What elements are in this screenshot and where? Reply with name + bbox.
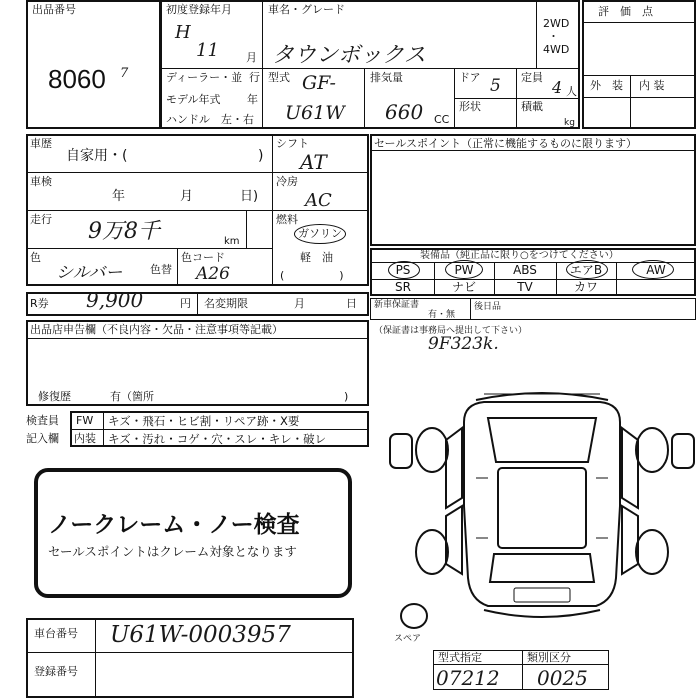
drive-4wd: 4WD [543, 43, 570, 56]
declaration-title: 出品店申告欄（不良内容・欠品・注意事項等記載） [30, 323, 283, 336]
no-claim-subtitle: セールスポイントはクレーム対象となります [48, 544, 297, 559]
capacity-unit: 人 [566, 85, 577, 98]
equip-navi: ナビ [451, 280, 476, 294]
type-spec-label: 型式指定 [438, 651, 482, 664]
color-label: 色 [30, 251, 41, 264]
evaluation-label: 評 価 点 [598, 5, 653, 18]
first-registration-year: 11 [196, 40, 219, 61]
lot-number: 8060 [48, 64, 106, 94]
vehicle-damage-diagram [384, 388, 700, 650]
doors-value: 5 [490, 76, 501, 96]
type-spec-value: 07212 [436, 666, 500, 690]
shaken-month-unit: 月 [180, 189, 194, 204]
warranty-handwritten: 9F323k. [428, 334, 499, 354]
after-item-label: 後日品 [474, 302, 502, 312]
name-change-label: 名変期限 [204, 297, 248, 310]
category-label: 類別区分 [527, 651, 571, 664]
equip-aw-circle [632, 260, 674, 279]
shift-label: シフト [276, 137, 309, 150]
model-year-label: モデル年式 [166, 93, 221, 106]
drive-separator: ・ [548, 30, 559, 43]
recycle-value: 9,900 [86, 288, 144, 312]
lot-number-suffix: 7 [120, 66, 129, 81]
inspector-label: 検査員 [26, 414, 59, 427]
handle-label: ハンドル 左・右 [166, 113, 254, 126]
name-change-month: 月 [294, 297, 305, 310]
history-paren-close: ) [258, 148, 264, 164]
shaken-year-unit: 年 [112, 189, 126, 204]
dealer-row-label: 行 [249, 71, 260, 84]
exterior-defect-codes: キズ・飛石・ヒビ割・リペア跡・X要 [108, 414, 300, 428]
color-code-value: A26 [196, 264, 230, 284]
doors-label: ドア [459, 71, 481, 84]
new-car-warranty-value: 有・無 [428, 310, 456, 320]
ac-value: AC [305, 190, 332, 211]
recycle-label: R券 [30, 297, 49, 310]
shift-value: AT [300, 150, 327, 174]
model-year-unit: 年 [247, 93, 258, 106]
new-car-warranty-label: 新車保証書 [374, 300, 420, 310]
car-name: タウンボックス [272, 43, 426, 68]
dealer-label-row [166, 72, 260, 84]
kg-unit: kg [564, 118, 575, 128]
recycle-yen: 円 [180, 297, 191, 310]
spare-label: スペア [394, 634, 422, 644]
model-year-row [166, 94, 260, 106]
car-name-grade-label: 車名・グレード [268, 3, 345, 16]
equip-pw: PW [454, 263, 474, 277]
trim-label: 色替 [150, 263, 172, 276]
evaluation-box [582, 0, 696, 129]
interior-label: 内 装 [639, 79, 665, 92]
equipment-title: 装備品（純正品に限り○をつけてください） [420, 250, 619, 261]
equip-pw-circle [445, 260, 483, 279]
category-value: 0025 [537, 666, 588, 690]
equip-leather: カワ [573, 280, 598, 294]
fuel-diesel: 軽 油 [300, 251, 333, 264]
fuel-value: ガソリン [298, 227, 342, 240]
first-registration-month-unit: 月 [246, 51, 257, 64]
first-registration-era: H [175, 22, 191, 43]
lot-number-label: 出品番号 [32, 3, 76, 16]
displacement-value: 660 [385, 100, 424, 124]
ac-label: 冷房 [276, 175, 298, 188]
mileage-label: 走行 [30, 213, 52, 226]
equip-tv: TV [517, 280, 533, 294]
repair-history-value: 有（箇所 [110, 390, 154, 403]
equip-ps-circle [388, 261, 420, 279]
chassis-number-label: 車台番号 [34, 627, 78, 640]
shape-label: 形状 [459, 100, 481, 113]
interior-defect-codes: キズ・汚れ・コゲ・穴・スレ・キレ・破レ [108, 432, 327, 446]
capacity-value: 4 [552, 78, 563, 97]
inspection-fw: FW [76, 414, 94, 427]
no-claim-title: ノークレーム・ノー検査 [48, 512, 300, 538]
equip-ps: PS [395, 263, 411, 277]
color-code-label: 色コード [181, 251, 225, 264]
mileage-value: 9万8千 [88, 219, 160, 244]
equip-sr: SR [395, 280, 411, 294]
repair-history-close: ) [344, 390, 349, 403]
equip-airbag-circle [566, 260, 608, 279]
load-label: 積載 [521, 100, 543, 113]
dealer-label: ディーラー・並 [166, 71, 243, 84]
model-type-label: 型式 [268, 71, 290, 84]
fuel-paren: ( ) [280, 269, 344, 282]
shaken-day-unit: 日) [240, 189, 259, 204]
shaken-label: 車検 [30, 175, 52, 188]
name-change-day: 日 [346, 297, 357, 310]
sales-points-title: セールスポイント（正常に機能するものに限ります） [374, 137, 638, 150]
color-value: シルバー [56, 263, 123, 283]
fuel-label: 燃料 [276, 213, 298, 226]
cc-unit: CC [434, 113, 450, 126]
history-value: 自家用・( [66, 148, 128, 164]
model-code: U61W [285, 102, 345, 124]
history-label: 車歴 [30, 137, 52, 150]
equip-airbag: エアB [569, 263, 603, 277]
capacity-label: 定員 [521, 71, 543, 84]
equip-aw: AW [646, 263, 666, 277]
km-unit: km [224, 236, 240, 247]
repair-history-label: 修復歴 [38, 390, 71, 403]
first-registration-label: 初度登録年月 [166, 3, 232, 16]
model-code-prefix: GF- [302, 72, 336, 94]
chassis-number-value: U61W-0003957 [110, 622, 291, 648]
exterior-label: 外 装 [590, 79, 623, 92]
inspection-interior: 内装 [74, 432, 96, 445]
recorder-label: 記入欄 [26, 432, 59, 445]
registration-number-label: 登録番号 [34, 665, 78, 678]
equip-abs: ABS [513, 263, 537, 277]
drive-2wd: 2WD [543, 17, 570, 30]
displacement-label: 排気量 [370, 71, 403, 84]
warranty-note: （保証書は事務局へ提出して下さい） [374, 326, 528, 336]
